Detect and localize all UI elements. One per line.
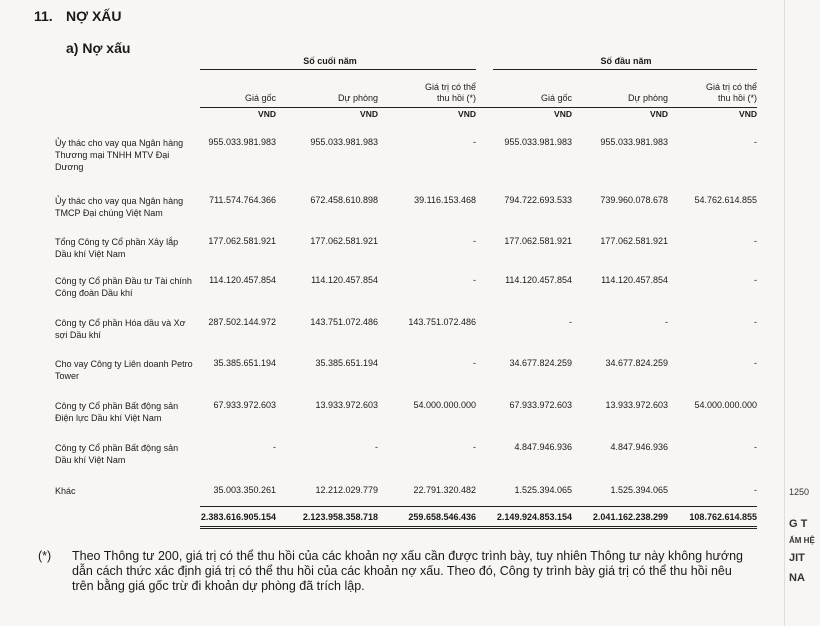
table-cell: 711.574.764.366 — [209, 195, 276, 205]
table-cell: 143.751.072.486 — [408, 317, 476, 327]
table-cell: 39.116.153.468 — [414, 195, 476, 205]
table-cell: 177.062.581.921 — [310, 236, 378, 246]
row-label: Ủy thác cho vay qua Ngân hàng Thương mại TNHH MTV Đại Dương — [55, 138, 184, 172]
table-cell: 143.751.072.486 — [310, 317, 378, 327]
table-cell: 12.212.029.779 — [315, 485, 378, 495]
margin-fragment: 1250 — [789, 487, 810, 497]
group-header-year-end: Số cuối năm — [303, 56, 357, 66]
margin-fragment: NA — [789, 572, 805, 584]
total-cell: 2.149.924.853.154 — [496, 512, 572, 522]
unit-label: VND — [554, 109, 572, 119]
footnote-mark: (*) — [38, 549, 52, 563]
table-cell: 13.933.972.603 — [315, 400, 378, 410]
row-label: Ủy thác cho vay qua Ngân hàng TMCP Đại chúng Việt Nam — [55, 196, 184, 218]
column-header: Dự phòng — [337, 93, 378, 103]
table-cell: 34.677.824.259 — [605, 358, 668, 368]
table-cell: 54.762.614.855 — [694, 195, 757, 205]
column-header: Dự phòng — [627, 93, 668, 103]
row-label: Công ty Cổ phần Bất động sản Điện lực Dầu khí Việt Nam — [55, 401, 179, 423]
table-cell: 794.722.693.533 — [504, 195, 572, 205]
total-cell: 2.123.958.358.718 — [302, 512, 378, 522]
row-label: Tổng Công ty Cổ phần Xây lắp Dầu khí Việt Nam — [55, 237, 179, 259]
table-cell: - — [473, 358, 476, 368]
column-header: Giá trị có thể thu hồi (*) — [705, 82, 757, 103]
table-cell: 1.525.394.065 — [514, 485, 572, 495]
table-cell: - — [473, 137, 476, 147]
table-cell: 35.385.651.194 — [315, 358, 378, 368]
table-cell: - — [473, 442, 476, 452]
table-cell: 34.677.824.259 — [509, 358, 572, 368]
table-cell: 114.120.457.854 — [601, 275, 668, 285]
table-cell: 4.847.946.936 — [610, 442, 668, 452]
section-number: 11. — [34, 8, 53, 24]
margin-fragment: G T — [789, 518, 808, 530]
row-label: Khác — [55, 486, 76, 496]
table-cell: 114.120.457.854 — [311, 275, 378, 285]
total-rule — [200, 506, 757, 507]
table-cell: 1.525.394.065 — [610, 485, 668, 495]
table-cell: 955.033.981.983 — [504, 137, 572, 147]
table-cell: - — [665, 317, 668, 327]
margin-fragment: ẤM HỆ — [789, 536, 815, 545]
table-cell: 177.062.581.921 — [504, 236, 572, 246]
table-cell: 672.458.610.898 — [310, 195, 378, 205]
table-cell: 177.062.581.921 — [208, 236, 276, 246]
column-header: Giá gốc — [244, 93, 276, 103]
table-cell: - — [273, 442, 276, 452]
total-cell: 2.383.616.905.154 — [200, 512, 276, 522]
subsection-title: a) Nợ xấu — [66, 40, 131, 56]
total-cell: 2.041.162.238.299 — [592, 512, 668, 522]
table-cell: - — [754, 137, 757, 147]
table-cell: - — [754, 485, 757, 495]
table-cell: - — [569, 317, 572, 327]
table-cell: 739.960.078.678 — [600, 195, 668, 205]
table-cell: 955.033.981.983 — [208, 137, 276, 147]
table-cell: 54.000.000.000 — [413, 400, 476, 410]
table-cell: 177.062.581.921 — [600, 236, 668, 246]
row-label: Công ty Cổ phần Đầu tư Tài chính Công đoàn Dầu khí — [55, 276, 192, 298]
table-cell: - — [473, 236, 476, 246]
row-label: Công ty Cổ phần Bất động sản Dầu khí Việt Nam — [55, 443, 179, 465]
unit-label: VND — [360, 109, 378, 119]
unit-label: VND — [650, 109, 668, 119]
table-cell: 955.033.981.983 — [310, 137, 378, 147]
table-cell: - — [754, 317, 757, 327]
row-label: Công ty Cổ phần Hóa dầu và Xơ sợi Dầu khí — [55, 318, 186, 340]
page-edge — [784, 0, 785, 626]
unit-label: VND — [258, 109, 276, 119]
group-rule — [200, 69, 476, 70]
row-label: Cho vay Công ty Liên doanh Petro Tower — [55, 359, 193, 381]
total-cell: 108.762.614.855 — [689, 512, 757, 522]
table-cell: 67.933.972.603 — [213, 400, 276, 410]
table-cell: 22.791.320.482 — [413, 485, 476, 495]
group-rule — [493, 69, 757, 70]
table-cell: 67.933.972.603 — [509, 400, 572, 410]
total-cell: 259.658.546.436 — [408, 512, 476, 522]
table-cell: - — [754, 358, 757, 368]
header-rule — [200, 107, 757, 108]
table-cell: 13.933.972.603 — [605, 400, 668, 410]
table-cell: - — [375, 442, 378, 452]
table-cell: 54.000.000.000 — [694, 400, 757, 410]
table-cell: 287.502.144.972 — [208, 317, 276, 327]
column-header: Giá trị có thể thu hồi (*) — [424, 82, 476, 103]
table-cell: - — [473, 275, 476, 285]
table-cell: 955.033.981.983 — [600, 137, 668, 147]
margin-fragment: JIT — [789, 552, 805, 564]
unit-label: VND — [458, 109, 476, 119]
table-cell: 114.120.457.854 — [209, 275, 276, 285]
table-cell: 35.003.350.261 — [213, 485, 276, 495]
table-cell: - — [754, 275, 757, 285]
total-double-rule — [200, 526, 757, 529]
table-cell: 4.847.946.936 — [514, 442, 572, 452]
footnote-text: Theo Thông tư 200, giá trị có thể thu hồi của các khoản nợ xấu cần được trình bày, tuy nhiên Thông tư này không hướng dẫn cách thức xác định giá trị có thể thu hồi của các khoản nợ xấu. Theo đó, Công ty trình bày giá trị có thể thu hồi nêu trên bằng giá gốc trừ đi khoản dự phòng đã trích lập. — [72, 549, 743, 593]
table-cell: 35.385.651.194 — [213, 358, 276, 368]
unit-label: VND — [739, 109, 757, 119]
group-header-year-start: Số đầu năm — [600, 56, 652, 66]
table-cell: - — [754, 442, 757, 452]
section-title: NỢ XẤU — [66, 8, 122, 24]
column-header: Giá gốc — [540, 93, 572, 103]
table-cell: 114.120.457.854 — [505, 275, 572, 285]
table-cell: - — [754, 236, 757, 246]
